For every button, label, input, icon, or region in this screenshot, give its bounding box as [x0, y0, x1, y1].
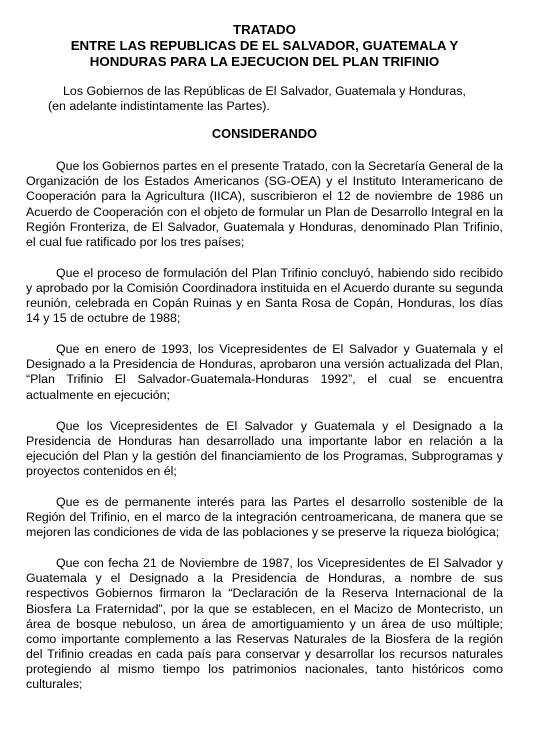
considerando-paragraph-6: Que con fecha 21 de Noviembre de 1987, los Vicepresidentes de El Salvador y Guatemala y el Designado a la Presidencia de Honduras, a nombre de sus respectivos Gobiernos firmaron la “Declaración de la Reserva Internacional de la Biosfera La Fraternidad”, por la que se establecen, en el Macizo de Montecristo, un área de bosque nebuloso, un área de amortiguamiento y un área de uso múltiple; como importante complemento a las Reservas Naturales de la Biosfera de la región del Trifinio creadas en cada país para conservar y desarrollar los recursos naturales protegiendo al mismo tiempo los patrimonios nacionales, tanto históricos como culturales;	[26, 556, 503, 691]
intro-line-2: (en adelante indistintamente las Partes).	[48, 99, 270, 114]
considerando-paragraph-2: Que el proceso de formulación del Plan Trifinio concluyó, habiendo sido recibido y aprobado por la Comisión Coordinadora instituida en el Acuerdo durante su segunda reunión, celebrada en Copán Ruinas y en Santa Rosa de Copán, Honduras, los días 14 y 15 de octubre de 1988;	[26, 265, 503, 326]
document-title-line-2: ENTRE LAS REPUBLICAS DE EL SALVADOR, GUATEMALA Y	[70, 38, 459, 53]
section-title: CONSIDERANDO	[211, 126, 318, 142]
considerando-paragraph-4: Que los Vicepresidentes de El Salvador y Guatemala y el Designado a la Presidencia de Honduras han desarrollado una importante labor en relación a la ejecución del Plan y la gestión del financiamiento de los Programas, Subprogramas y proyectos contenidos en él;	[26, 418, 503, 478]
document-title-line-1: TRATADO	[232, 22, 297, 37]
intro-line-1: Los Gobiernos de las Repúblicas de El Salvador, Guatemala y Honduras,	[63, 84, 466, 98]
considerando-paragraph-3: Que en enero de 1993, los Vicepresidentes de El Salvador y Guatemala y el Designado a la Presidencia de Honduras, aprobaron una versión actualizada del Plan, “Plan Trifinio El Salvador-Guatemala-Honduras 1992”, el cual se encuentra actualmente en ejecución;	[26, 342, 503, 402]
considerando-paragraph-1: Que los Gobiernos partes en el presente Tratado, con la Secretaría General de la Organización de los Estados Americanos (SG-OEA) y el Instituto Interamericano de Cooperación para la Agricultura (IICA), suscribieron el 12 de noviembre de 1986 un Acuerdo de Cooperación con el objeto de formular un Plan de Desarrollo Integral en la Región Fronteriza, de El Salvador, Guatemala y Honduras, denominado Plan Trifinio, el cual fue ratificado por los tres países;	[26, 159, 504, 249]
intro-paragraph	[26, 84, 503, 114]
considerando-paragraph-5: Que es de permanente interés para las Partes el desarrollo sostenible de la Región del Trifinio, en el marco de la integración centroamericana, de manera que se mejoren las condiciones de vida de las poblaciones y se preserve la riqueza biológica;	[26, 494, 503, 540]
document-title-line-3: HONDURAS PARA LA EJECUCION DEL PLAN TRIFINIO	[89, 54, 440, 69]
